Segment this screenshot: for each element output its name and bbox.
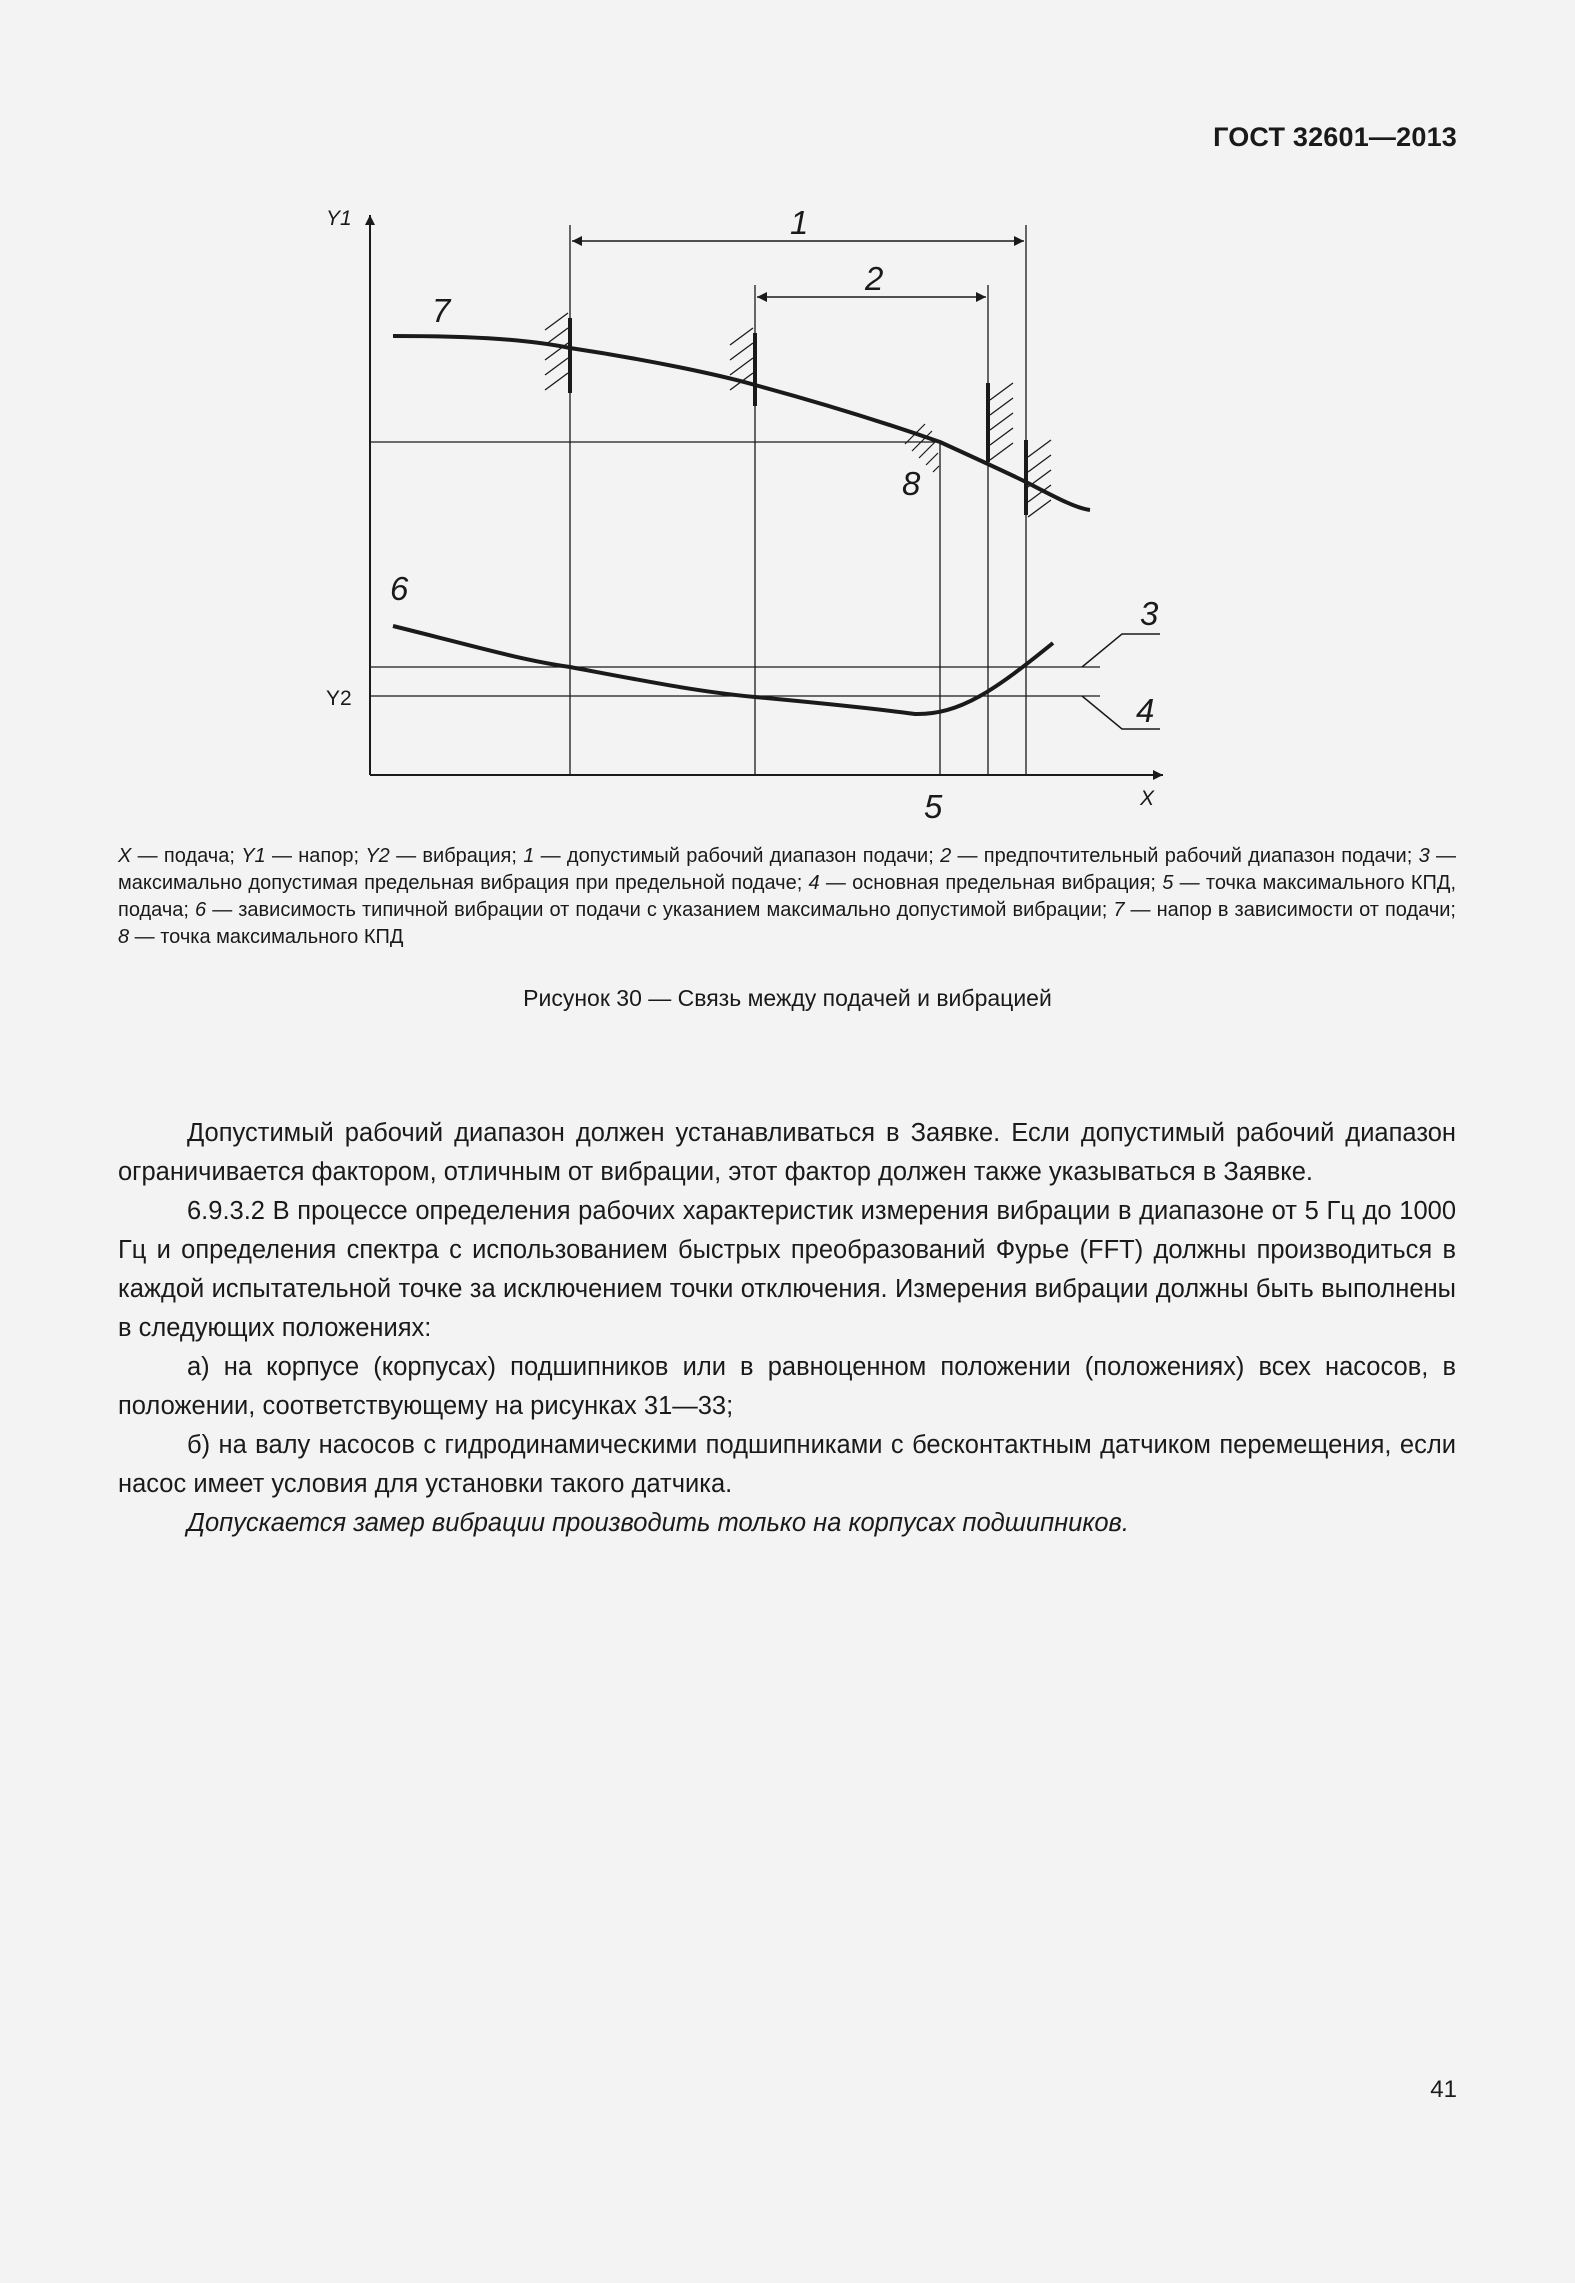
- figure-legend: [118, 843, 1456, 951]
- callout-6: 6: [390, 570, 409, 607]
- legend-text: — подача;: [131, 845, 242, 867]
- leader-3: [1082, 634, 1160, 667]
- legend-text: — точка максимального КПД: [129, 926, 404, 948]
- legend-key: 5: [1162, 872, 1174, 894]
- callout-8: 8: [902, 465, 921, 502]
- legend-text: — зависимость типичной вибрации от подачи с указанием максимально допустимой вибрации;: [206, 899, 1114, 921]
- callout-1: 1: [790, 204, 809, 241]
- y1-axis-label: Y1: [326, 207, 352, 230]
- x-axis-label: X: [1140, 787, 1155, 810]
- legend-text: — напор;: [265, 845, 366, 867]
- legend-text: — допустимый рабочий диапазон подачи;: [534, 845, 941, 867]
- callout-4: 4: [1136, 692, 1155, 729]
- legend-key: 4: [808, 872, 820, 894]
- legend-key: 8: [118, 926, 130, 948]
- callout-5: 5: [924, 788, 943, 825]
- legend-key: 6: [195, 899, 207, 921]
- callout-3: 3: [1140, 595, 1159, 632]
- paragraph-note: Допускается замер вибрации производить только на корпусах подшипников.: [187, 1509, 1129, 1537]
- legend-key: 1: [523, 845, 535, 867]
- body-text: [118, 1114, 1456, 1543]
- legend-key: Y2: [365, 845, 390, 867]
- paragraph: Допустимый рабочий диапазон должен устанавливаться в Заявке. Если допустимый рабочий диапазон ограничивается фактором, отличным от вибрации, этот фактор должен также указываться в Заявке.: [118, 1119, 1456, 1186]
- paragraph: б) на валу насосов с гидродинамическими подшипниками с бесконтактным датчиком перемещения, если насос имеет условия для установки такого датчика.: [118, 1431, 1456, 1498]
- paragraph: а) на корпусе (корпусах) подшипников или в равноценном положении (положениях) всех насосов, в положении, соответствующему на рисунках 31—33;: [118, 1353, 1456, 1420]
- callout-7: 7: [432, 292, 451, 329]
- legend-text: — предпочтительный рабочий диапазон подачи;: [951, 845, 1419, 867]
- head-curve-7: [393, 336, 1090, 510]
- legend-key: X: [118, 845, 132, 867]
- legend-key: 7: [1113, 899, 1125, 921]
- limit-marks: [545, 313, 1051, 517]
- vibration-curve-6: [393, 626, 1053, 714]
- document-header: ГОСТ 32601—2013: [1213, 122, 1457, 152]
- y2-axis-label: Y2: [326, 687, 352, 710]
- legend-key: 2: [940, 845, 952, 867]
- diagram: [0, 0, 1575, 840]
- legend-key: 3: [1418, 845, 1430, 867]
- callout-2: 2: [865, 260, 884, 297]
- legend-text: — вибрация;: [389, 845, 524, 867]
- paragraph: 6.9.3.2 В процессе определения рабочих характеристик измерения вибрации в диапазоне от 5 Гц до 1000 Гц и определения спектра с использованием быстрых преобразований Фурье (FFT) должны производиться в каждой испытательной точке за исключением точки отключения. Измерения вибрации должны быть выполнены в следующих положениях:: [118, 1197, 1456, 1342]
- figure-caption: Рисунок 30 — Связь между подачей и вибрацией: [523, 985, 1052, 1011]
- legend-text: — максимально допустимая предельная вибрация при предельной подаче;: [118, 845, 1456, 894]
- legend-text: — напор в зависимости от подачи;: [1124, 899, 1456, 921]
- figure-flow-vibration: [0, 0, 1575, 840]
- legend-key: Y1: [241, 845, 266, 867]
- legend-text: — точка максимального КПД, подача;: [118, 872, 1457, 921]
- legend-text: — основная предельная вибрация;: [819, 872, 1163, 894]
- page-number: 41: [1430, 2076, 1457, 2103]
